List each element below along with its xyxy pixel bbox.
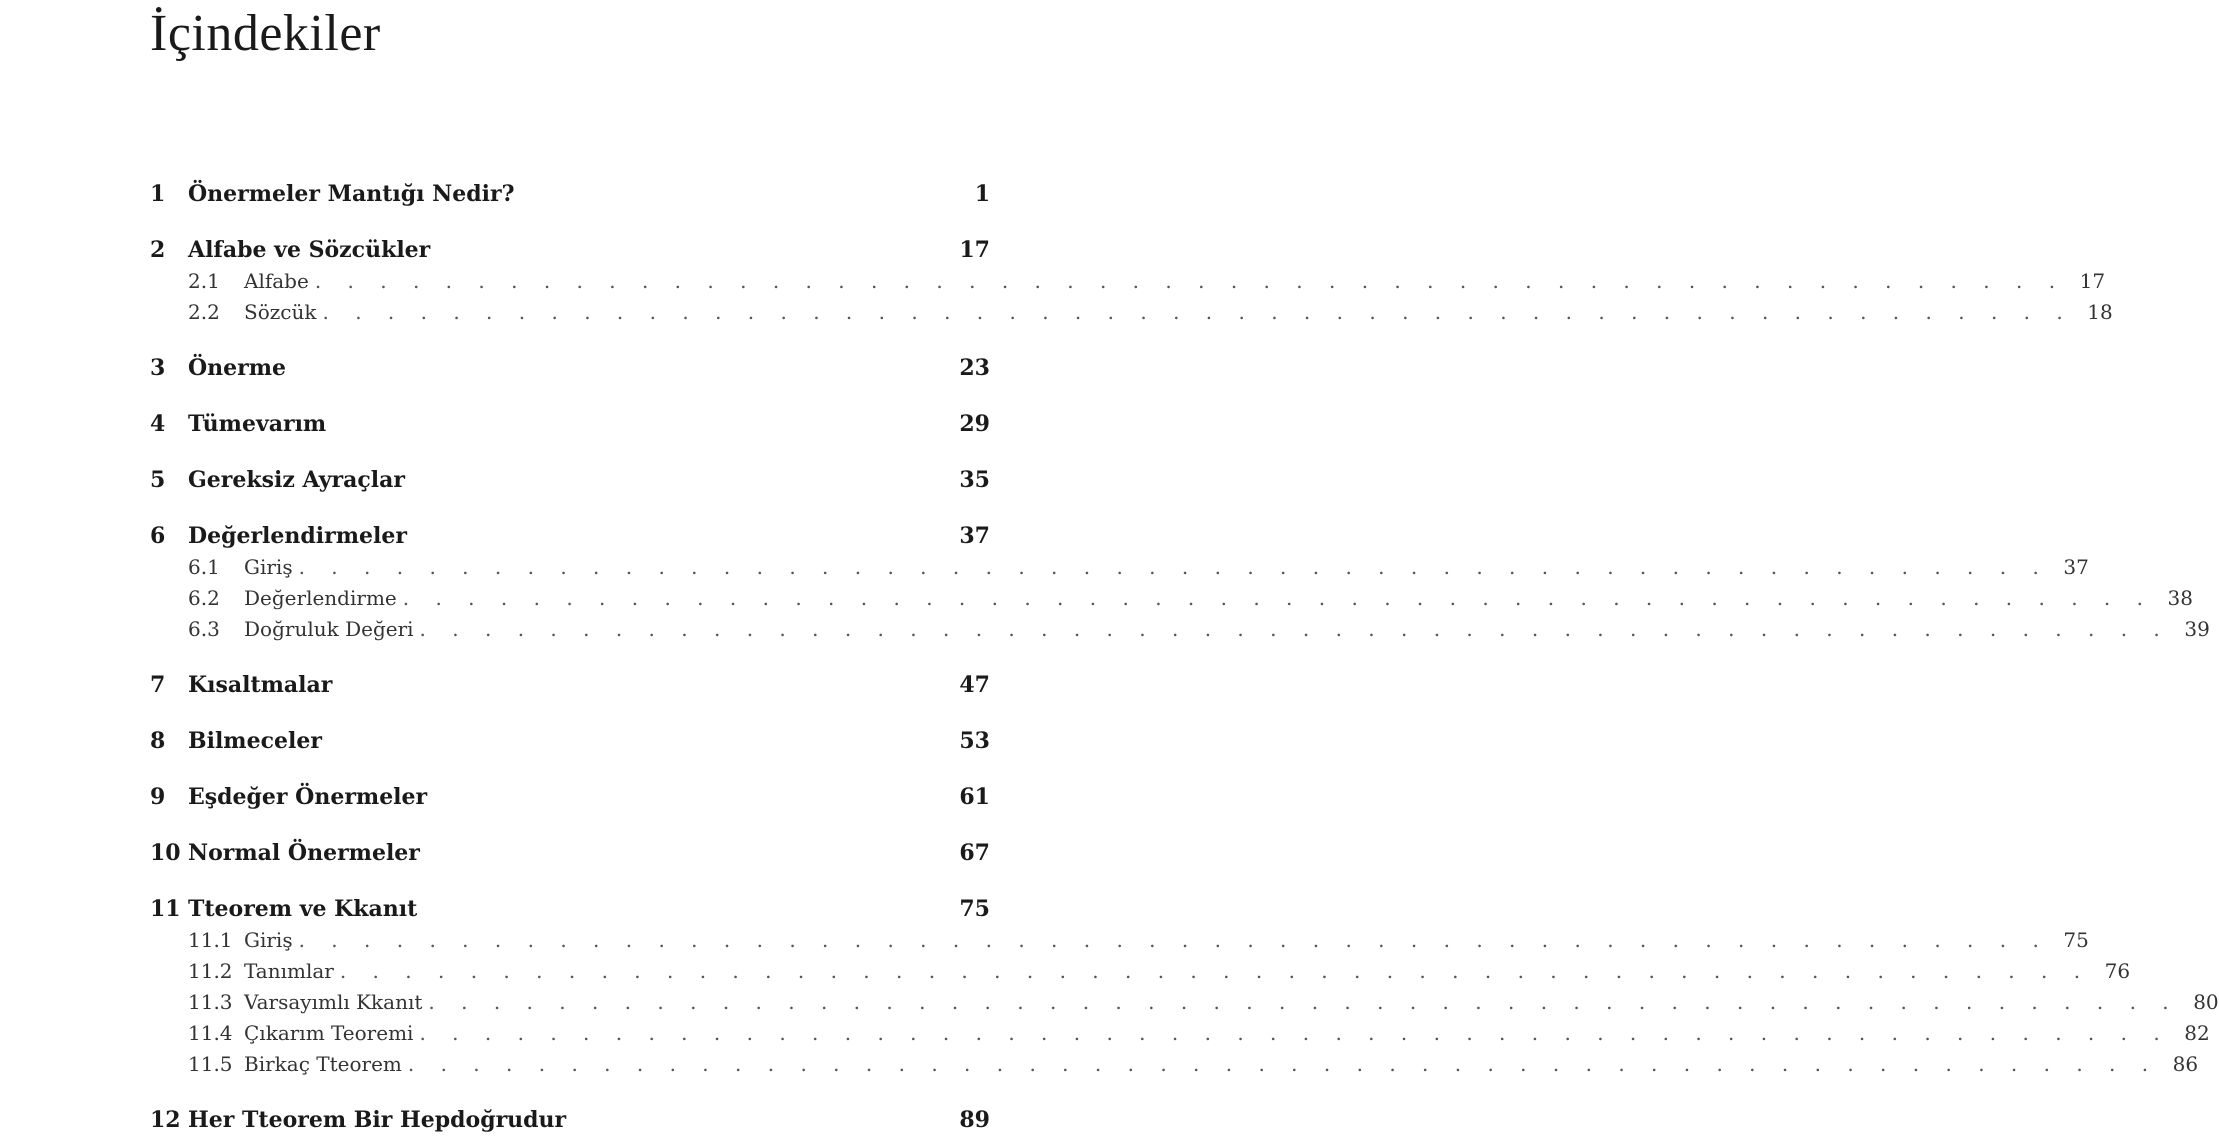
table-of-contents [150,178,2219,1136]
toc-section-entry[interactable] [150,987,2219,1018]
section-title: Çıkarım Teoremi [244,1021,414,1045]
chapter-page: 1 [974,181,990,207]
chapter-title: Tümevarım [188,411,327,437]
toc-chapter-entry[interactable] [150,781,990,813]
chapter-page: 61 [959,784,990,810]
dot-leader: . . . . . . . . . . . . . . . . . . . . . . . . . . . . . . . . . . . . . . . . . . . . . . . . . . . . . . [298,928,2049,952]
chapter-spacer [150,210,990,234]
section-num: 11.5 [188,1052,233,1076]
chapter-num: 9 [150,784,166,810]
chapter-title: Tteorem ve Kkanıt [188,896,418,922]
section-title: Doğruluk Değeri [244,617,414,641]
toc-chapter-entry[interactable] [150,837,990,869]
section-num: 11.3 [188,990,233,1014]
section-page: 37 [2063,555,2089,579]
chapter-title: Eşdeğer Önermeler [188,784,428,810]
chapter-page: 29 [959,411,990,437]
section-title: Alfabe [244,269,309,293]
chapter-title: Önerme [188,355,287,381]
chapter-spacer [150,813,990,837]
chapter-title: Her Tteorem Bir Hepdoğrudur [188,1107,567,1133]
toc-chapter-entry[interactable] [150,234,990,266]
section-page: 17 [2079,269,2106,293]
chapter-num: 10 [150,840,181,866]
toc-chapter-entry[interactable] [150,669,990,701]
toc-chapter-entry[interactable] [150,408,990,440]
section-title: Tanımlar [244,959,334,983]
chapter-spacer [150,869,990,893]
toc-chapter-entry[interactable] [150,178,990,210]
section-num: 6.1 [188,555,220,579]
section-num: 11.2 [188,959,233,983]
chapter-num: 2 [150,237,166,263]
section-num: 6.2 [188,586,220,610]
chapter-title: Önermeler Mantığı Nedir? [188,181,515,207]
chapter-num: 4 [150,411,166,437]
dot-leader: . . . . . . . . . . . . . . . . . . . . . . . . . . . . . . . . . . . . . . . . . . . . . . . . . . . . . . [322,300,2073,324]
section-title: Varsayımlı Kkanıt [244,990,423,1014]
toc-section-entry[interactable] [150,614,2210,645]
toc-section-entry[interactable] [150,297,2113,328]
chapter-page: 35 [959,467,990,493]
chapter-spacer [150,328,990,352]
toc-chapter-entry[interactable] [150,893,990,925]
chapter-num: 12 [150,1107,181,1133]
chapter-spacer [150,757,990,781]
section-num: 11.4 [188,1021,233,1045]
toc-chapter-entry[interactable] [150,725,990,757]
chapter-num: 6 [150,523,166,549]
chapter-title: Alfabe ve Sözcükler [188,237,431,263]
chapter-num: 5 [150,467,166,493]
chapter-page: 53 [959,728,990,754]
dot-leader: . . . . . . . . . . . . . . . . . . . . . . . . . . . . . . . . . . . . . . . . . . . . . . . . . . . . . . [339,959,2091,983]
toc-section-entry[interactable] [150,583,2193,614]
toc-section-entry[interactable] [150,552,2089,583]
toc-chapter-entry[interactable] [150,464,990,496]
toc-chapter-entry[interactable] [150,520,990,552]
toc-section-entry[interactable] [150,266,2106,297]
toc-chapter-entry[interactable] [150,1104,990,1136]
chapter-page: 67 [959,840,990,866]
chapter-num: 11 [150,896,181,922]
chapter-num: 8 [150,728,166,754]
section-title: Giriş [244,555,293,579]
chapter-spacer [150,384,990,408]
section-page: 75 [2063,928,2089,952]
toc-section-entry[interactable] [150,956,2131,987]
chapter-num: 7 [150,672,166,698]
chapter-page: 23 [959,355,990,381]
section-num: 6.3 [188,617,220,641]
section-title: Sözcük [244,300,317,324]
chapter-title: Normal Önermeler [188,840,420,866]
toc-section-entry[interactable] [150,1018,2210,1049]
section-num: 11.1 [188,928,233,952]
chapter-spacer [150,701,990,725]
chapter-spacer [150,645,990,669]
chapter-num: 3 [150,355,166,381]
chapter-spacer [150,440,990,464]
section-num: 2.2 [188,300,220,324]
dot-leader: . . . . . . . . . . . . . . . . . . . . . . . . . . . . . . . . . . . . . . . . . . . . . . . . . . . . . . [419,617,2170,641]
dot-leader: . . . . . . . . . . . . . . . . . . . . . . . . . . . . . . . . . . . . . . . . . . . . . . . . . . . . . . [314,269,2066,293]
chapter-spacer [150,496,990,520]
chapter-page: 75 [959,896,990,922]
chapter-page: 47 [959,672,990,698]
section-page: 38 [2167,586,2193,610]
dot-leader: . . . . . . . . . . . . . . . . . . . . . . . . . . . . . . . . . . . . . . . . . . . . . . . . . . . . . . [407,1052,2159,1076]
dot-leader: . . . . . . . . . . . . . . . . . . . . . . . . . . . . . . . . . . . . . . . . . . . . . . . . . . . . . . [419,1021,2170,1045]
section-page: 39 [2184,617,2210,641]
section-page: 18 [2087,300,2113,324]
section-title: Birkaç Tteorem [244,1052,402,1076]
section-num: 2.1 [188,269,220,293]
dot-leader: . . . . . . . . . . . . . . . . . . . . . . . . . . . . . . . . . . . . . . . . . . . . . . . . . . . . . . [402,586,2153,610]
chapter-num: 1 [150,181,166,207]
section-page: 86 [2172,1052,2199,1076]
dot-leader: . . . . . . . . . . . . . . . . . . . . . . . . . . . . . . . . . . . . . . . . . . . . . . . . . . . . . . [428,990,2179,1014]
chapter-title: Kısaltmalar [188,672,333,698]
chapter-page: 37 [959,523,990,549]
toc-chapter-entry[interactable] [150,352,990,384]
chapter-page: 17 [959,237,990,263]
page-title: İçindekiler [150,5,381,62]
section-page: 76 [2104,959,2131,983]
section-title: Değerlendirme [244,586,397,610]
chapter-title: Değerlendirmeler [188,523,407,549]
toc-section-entry[interactable] [150,1049,2199,1080]
dot-leader: . . . . . . . . . . . . . . . . . . . . . . . . . . . . . . . . . . . . . . . . . . . . . . . . . . . . . . [298,555,2049,579]
chapter-page: 89 [959,1107,990,1133]
section-page: 82 [2184,1021,2210,1045]
section-title: Giriş [244,928,293,952]
toc-section-entry[interactable] [150,925,2089,956]
chapter-title: Bilmeceler [188,728,322,754]
chapter-spacer [150,1080,990,1104]
chapter-title: Gereksiz Ayraçlar [188,467,405,493]
section-page: 80 [2193,990,2219,1014]
